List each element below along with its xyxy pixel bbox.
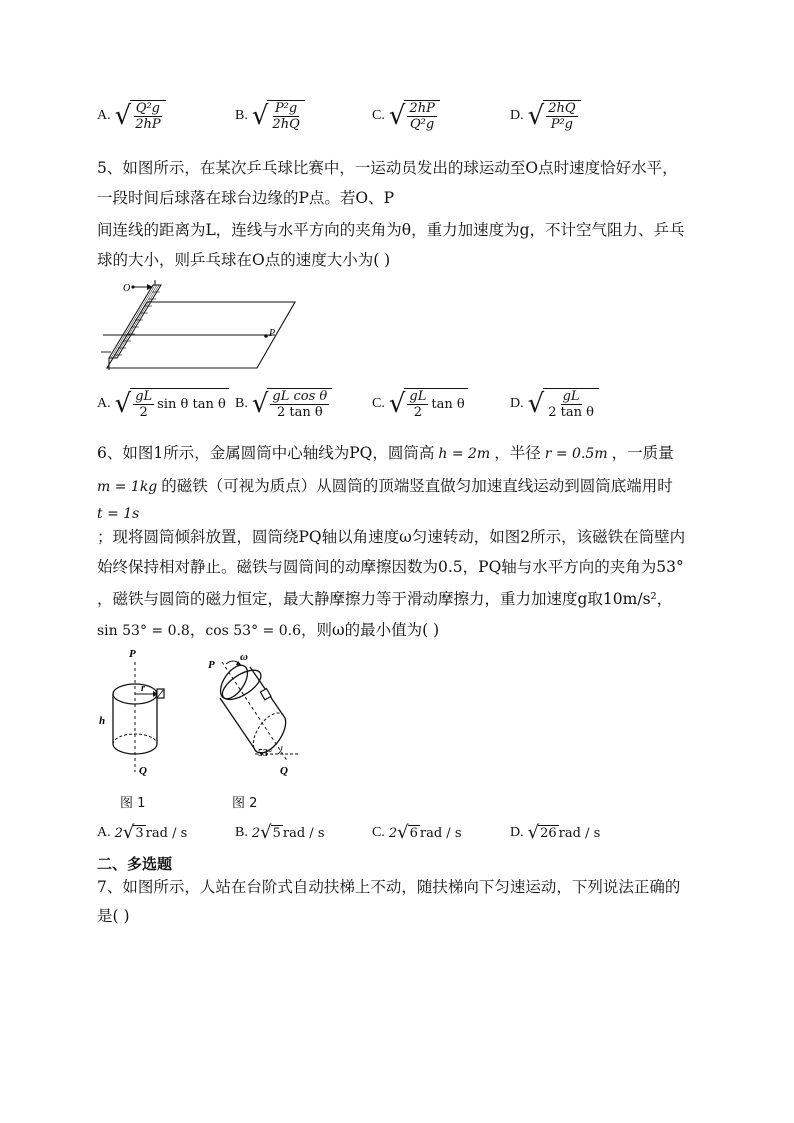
radicand: 3 bbox=[135, 826, 144, 841]
radical: √ 6 bbox=[397, 822, 418, 843]
q6-line-2 bbox=[97, 476, 673, 497]
net bbox=[109, 285, 161, 358]
option-label: C. bbox=[372, 396, 385, 411]
point-P-label: P bbox=[269, 328, 276, 339]
pq-axis-tilted bbox=[222, 662, 288, 762]
radical: √ 3 bbox=[122, 822, 144, 843]
radical: √ $\frac{gL}{\text{2 tan θ}}$ bbox=[528, 388, 599, 420]
q4-option-d[interactable] bbox=[510, 100, 581, 132]
q5-line-2: 一段时间后球落在球台边缘的P点。若O、P bbox=[97, 189, 395, 207]
q4-option-b[interactable] bbox=[235, 100, 305, 132]
denominator: 2hQ bbox=[272, 117, 300, 132]
numerator: gL bbox=[409, 389, 427, 404]
radical: √ $\frac{\text{gL cos θ}}{\text{2 tan θ}}$ bbox=[252, 388, 332, 420]
point-P bbox=[264, 334, 268, 338]
numerator: 2hP bbox=[409, 101, 435, 116]
q5-option-d[interactable] bbox=[510, 388, 599, 420]
denominator: P²g bbox=[550, 117, 573, 132]
q4-option-c[interactable] bbox=[372, 100, 440, 132]
radius-eq: r = 0.5m bbox=[544, 446, 608, 462]
radicand: 6 bbox=[409, 826, 418, 841]
q6-figure-1 bbox=[95, 644, 175, 779]
radical: √ $\frac{gL}{2}$ tan θ bbox=[389, 388, 468, 420]
q6-text-1: 6、如图1所示，金属圆筒中心轴线为PQ，圆筒高 bbox=[97, 444, 435, 462]
option-label: A. bbox=[97, 825, 111, 840]
numerator: Q²g bbox=[135, 101, 160, 116]
fig2-omega-label: ω bbox=[240, 651, 248, 663]
numerator: gL bbox=[562, 389, 580, 404]
option-label: C. bbox=[372, 108, 385, 123]
q7-line-2: 是( ) bbox=[97, 907, 130, 925]
tail: sin θ tan θ bbox=[157, 397, 226, 412]
radical: √ $\frac{gL}{2}$ sin θ tan θ bbox=[115, 388, 229, 420]
comma: ， bbox=[189, 621, 206, 639]
fig2-angle-label: 53° bbox=[258, 748, 272, 759]
numerator: gL bbox=[135, 389, 153, 404]
option-label: A. bbox=[97, 396, 111, 411]
q6-option-a[interactable] bbox=[97, 820, 187, 846]
coefficient: 2 bbox=[251, 825, 261, 841]
denominator: 2 tan θ bbox=[548, 405, 594, 420]
fig2-P-label: P bbox=[208, 659, 215, 671]
unit: rad / s bbox=[419, 825, 462, 841]
q7-line-1: 7、如图所示，人站在台阶式自动扶梯上不动，随扶梯向下匀速运动，下列说法正确的 bbox=[97, 878, 681, 896]
radical: √ 26 bbox=[527, 822, 557, 843]
cos-eq: cos 53° = 0.6 bbox=[205, 623, 301, 639]
option-label: A. bbox=[97, 108, 111, 123]
fig2-Q-label: Q bbox=[280, 765, 288, 777]
unit: rad / s bbox=[558, 825, 601, 841]
q6-line-3: ；现将圆筒倾斜放置，圆筒绕PQ轴以角速度ω匀速转动，如图2所示，该磁铁在筒壁内 bbox=[97, 528, 686, 546]
q6-option-d[interactable] bbox=[510, 820, 600, 846]
sin-eq: sin 53° = 0.8 bbox=[97, 623, 190, 639]
section-title: 二、多选题 bbox=[97, 855, 173, 873]
q6-figure-2 bbox=[200, 650, 305, 778]
q5-line-3: 间连线的距离为L，连线与水平方向的夹角为θ，重力加速度为g，不计空气阻力、乒乓 bbox=[97, 221, 685, 239]
unit: rad / s bbox=[282, 825, 325, 841]
denominator: 2 bbox=[139, 405, 148, 420]
coefficient: 2 bbox=[388, 825, 398, 841]
q4-option-a[interactable] bbox=[97, 100, 166, 132]
fig2-caption: 图 2 bbox=[232, 796, 258, 811]
option-label: C. bbox=[372, 825, 385, 840]
radical: √ $\frac{\text{P²g}}{2hQ}$ bbox=[252, 100, 305, 132]
fig1-caption: 图 1 bbox=[120, 796, 146, 811]
q5-option-c[interactable] bbox=[372, 388, 468, 420]
option-label: D. bbox=[510, 825, 524, 840]
radical: √ $\frac{\text{Q²g}}{2hP}$ bbox=[115, 100, 166, 132]
numerator: gL cos θ bbox=[272, 389, 328, 404]
radical: √ $\frac{2hP}{\text{Q²g}}$ bbox=[389, 100, 440, 132]
q5-line-4: 球的大小，则乒乓球在O点的速度大小为( ) bbox=[97, 251, 391, 269]
option-label: B. bbox=[235, 825, 248, 840]
q6-text-1b: ，半径 bbox=[494, 444, 541, 462]
numerator: P²g bbox=[274, 101, 298, 116]
q6-text-6: ，则ω的最小值为( ) bbox=[300, 621, 440, 639]
coefficient: 2 bbox=[114, 825, 123, 841]
q6-option-c[interactable] bbox=[372, 820, 462, 846]
point-O-label: O bbox=[123, 283, 131, 294]
q5-option-a[interactable] bbox=[97, 388, 229, 420]
q6-line-5: ，磁铁与圆筒的磁力恒定，最大静摩擦力等于滑动摩擦力，重力加速度g取10m/s²， bbox=[97, 590, 673, 608]
option-label: B. bbox=[235, 108, 248, 123]
fig1-P-label: P bbox=[129, 648, 136, 660]
fig1-Q-label: Q bbox=[139, 765, 147, 777]
mass-eq: m = 1kg bbox=[97, 479, 158, 495]
denominator: 2 bbox=[413, 405, 423, 420]
q5-figure bbox=[95, 280, 300, 380]
radical: √ 5 bbox=[260, 822, 281, 843]
unit: rad / s bbox=[145, 825, 188, 841]
q6-line-1 bbox=[97, 443, 674, 464]
denominator: 2 tan θ bbox=[276, 405, 323, 420]
radicand: 26 bbox=[540, 826, 557, 841]
denominator: Q²g bbox=[410, 117, 435, 132]
fig1-r-label: r bbox=[141, 683, 145, 694]
q6-line-4: 始终保持相对静止。磁铁与圆筒间的动摩擦因数为0.5，PQ轴与水平方向的夹角为53° bbox=[97, 558, 684, 576]
q5-line-1: 5、如图所示，在某次乒乓球比赛中，一运动员发出的球运动至O点时速度恰好水平， bbox=[97, 159, 678, 177]
denominator: 2hP bbox=[135, 117, 161, 132]
tail: tan θ bbox=[431, 397, 465, 412]
numerator: 2hQ bbox=[548, 101, 576, 116]
fig1-h-label: h bbox=[99, 715, 106, 727]
option-label: D. bbox=[510, 396, 524, 411]
q6-text-2: 的磁铁（可视为质点）从圆筒的顶端竖直做匀加速直线运动到圆筒底端用时 bbox=[161, 477, 673, 495]
time-eq: t = 1s bbox=[97, 506, 140, 522]
q5-option-b[interactable] bbox=[235, 388, 332, 420]
height-eq: h = 2m bbox=[438, 446, 491, 462]
option-label: D. bbox=[510, 108, 524, 123]
q6-line-6 bbox=[97, 620, 439, 641]
magnet-tilted bbox=[260, 689, 271, 700]
radical: √ $\frac{2hQ}{\text{P²g}}$ bbox=[528, 100, 581, 132]
q6-text-1c: ，一质量 bbox=[611, 444, 674, 462]
q6-option-b[interactable] bbox=[235, 820, 325, 846]
radicand: 5 bbox=[272, 826, 281, 841]
option-label: B. bbox=[235, 396, 248, 411]
